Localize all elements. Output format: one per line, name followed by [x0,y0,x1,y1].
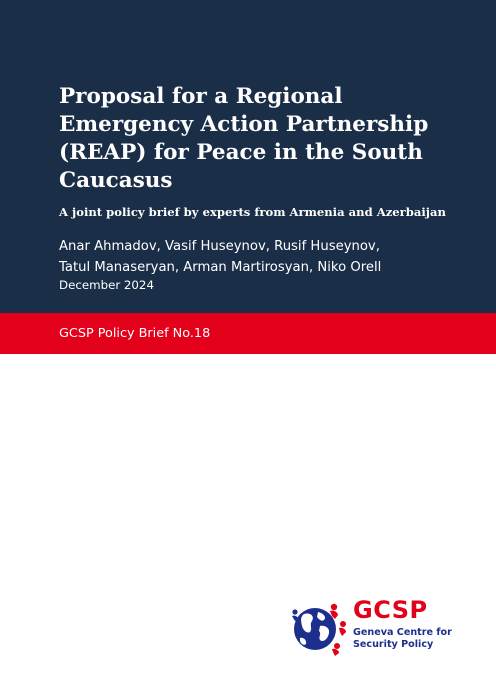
document-title: Proposal for a Regional Emergency Action Partnership (REAP) for Peace in the South Caucasus [59,84,429,193]
publication-date: December 2024 [59,278,154,292]
author-list [59,236,479,278]
logo-name-line: Security Policy [353,639,434,650]
logo-organization-name [353,627,452,651]
author-line: Tatul Manaseryan, Arman Martirosyan, Niko Orell [59,260,382,275]
gcsp-logo [290,596,460,660]
logo-acronym: GCSP [353,596,428,624]
cover-header-band [0,0,496,313]
globe-with-figures-icon [290,600,350,658]
author-line: Anar Ahmadov, Vasif Huseynov, Rusif Huseynov, [59,239,380,254]
document-subtitle: A joint policy brief by experts from Armenia and Azerbaijan [59,205,446,219]
series-band [0,313,496,354]
series-label: GCSP Policy Brief No.18 [59,326,211,341]
logo-name-line: Geneva Centre for [353,627,452,638]
